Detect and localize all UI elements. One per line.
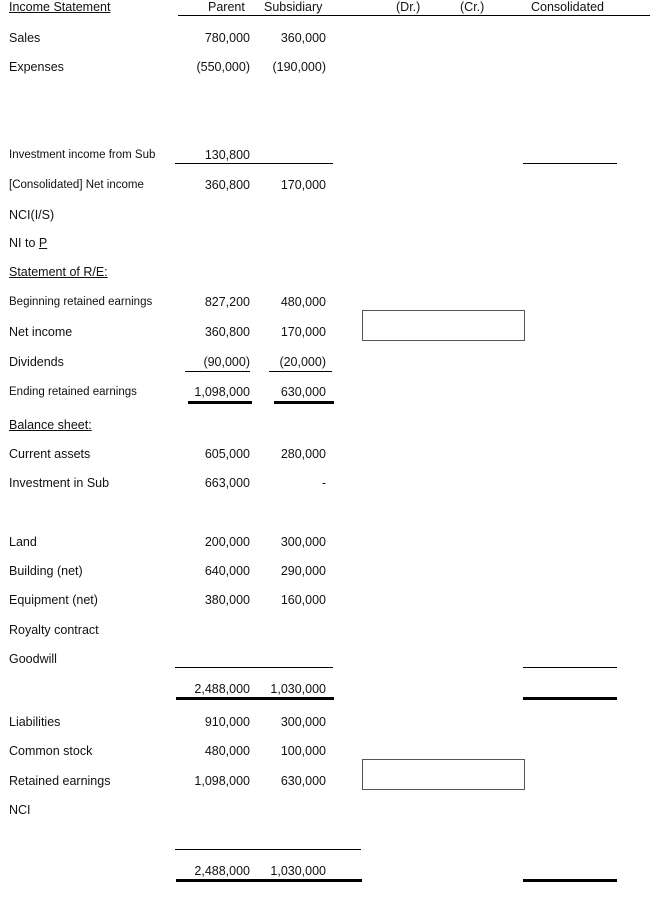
retained-earnings-input-box[interactable] [362, 759, 525, 790]
expenses-label: Expenses [9, 60, 64, 74]
total-assets-parent: 2,488,000 [194, 682, 250, 696]
re-net-income-input-box[interactable] [362, 310, 525, 341]
beginning-re-label: Beginning retained earnings [9, 296, 153, 308]
total-le-parent: 2,488,000 [194, 864, 250, 878]
investment-income-parent: 130,800 [204, 148, 250, 162]
liabilities-equity-subtotal-rule [175, 849, 361, 850]
expenses-sub: (190,000) [272, 60, 326, 74]
investment-in-sub-parent: 663,000 [204, 476, 250, 490]
equipment-sub: 160,000 [280, 593, 326, 607]
sales-parent: 780,000 [204, 31, 250, 45]
beginning-re-sub: 480,000 [280, 295, 326, 309]
re-heading: Statement of R/E: [9, 265, 108, 279]
bs-heading: Balance sheet: [9, 418, 92, 432]
building-label: Building (net) [9, 564, 83, 578]
current-assets-parent: 605,000 [204, 447, 250, 461]
equipment-parent: 380,000 [204, 593, 250, 607]
ending-re-parent: 1,098,000 [194, 385, 250, 399]
dividends-sub-rule [269, 371, 332, 372]
retained-earnings-parent: 1,098,000 [194, 774, 250, 788]
consolidated-total-le-rule [523, 879, 617, 882]
current-assets-label: Current assets [9, 447, 91, 461]
parent-sub-subtotal-rule [175, 163, 333, 164]
re-net-income-label: Net income [9, 325, 73, 339]
investment-income-label: Investment income from Sub [9, 149, 156, 161]
net-income-sub: 170,000 [280, 178, 326, 192]
assets-subtotal-rule [175, 667, 333, 668]
common-stock-parent: 480,000 [204, 744, 250, 758]
common-stock-sub: 100,000 [280, 744, 326, 758]
building-parent: 640,000 [204, 564, 250, 578]
land-parent: 200,000 [204, 535, 250, 549]
re-net-income-sub: 170,000 [280, 325, 326, 339]
liabilities-label: Liabilities [9, 715, 61, 729]
dividends-label: Dividends [9, 355, 64, 369]
beginning-re-parent: 827,200 [204, 295, 250, 309]
equipment-label: Equipment (net) [9, 593, 98, 607]
land-sub: 300,000 [280, 535, 326, 549]
consolidated-column-header: Consolidated [531, 0, 604, 14]
liabilities-parent: 910,000 [204, 715, 250, 729]
common-stock-label: Common stock [9, 744, 93, 758]
sales-sub: 360,000 [280, 31, 326, 45]
dividends-parent-rule [185, 371, 250, 372]
total-assets-sub: 1,030,000 [270, 682, 326, 696]
consolidated-assets-subtotal-rule [523, 667, 617, 668]
consolidated-subtotal-rule [523, 163, 617, 164]
retained-earnings-sub: 630,000 [280, 774, 326, 788]
current-assets-sub: 280,000 [280, 447, 326, 461]
ending-re-parent-rule [188, 401, 252, 404]
liabilities-sub: 300,000 [280, 715, 326, 729]
net-income-label: [Consolidated] Net income [9, 179, 144, 191]
dividends-parent: (90,000) [203, 355, 250, 369]
investment-in-sub-label: Investment in Sub [9, 476, 110, 490]
ni-to-p-label: NI to P [9, 236, 48, 250]
total-le-sub: 1,030,000 [270, 864, 326, 878]
nci-is-label: NCI(I/S) [9, 208, 55, 222]
ending-re-label: Ending retained earnings [9, 386, 137, 398]
goodwill-label: Goodwill [9, 652, 57, 666]
income-statement-heading: Income Statement [9, 0, 111, 14]
consolidated-total-assets-rule [523, 697, 617, 700]
building-sub: 290,000 [280, 564, 326, 578]
dividends-sub: (20,000) [279, 355, 326, 369]
debit-column-header: (Dr.) [396, 0, 421, 14]
royalty-contract-label: Royalty contract [9, 623, 99, 637]
total-le-rule [176, 879, 362, 882]
total-assets-rule [176, 697, 334, 700]
net-income-parent: 360,800 [204, 178, 250, 192]
investment-in-sub-sub: - [321, 476, 326, 490]
expenses-parent: (550,000) [196, 60, 250, 74]
ending-re-sub: 630,000 [280, 385, 326, 399]
retained-earnings-label: Retained earnings [9, 774, 111, 788]
subsidiary-column-header: Subsidiary [264, 0, 323, 14]
credit-column-header: (Cr.) [460, 0, 485, 14]
parent-column-header: Parent [208, 0, 245, 14]
sales-label: Sales [9, 31, 41, 45]
re-net-income-parent: 360,800 [204, 325, 250, 339]
nci-bs-label: NCI [9, 803, 31, 817]
header-rule [178, 15, 650, 16]
ending-re-sub-rule [274, 401, 334, 404]
land-label: Land [9, 535, 37, 549]
